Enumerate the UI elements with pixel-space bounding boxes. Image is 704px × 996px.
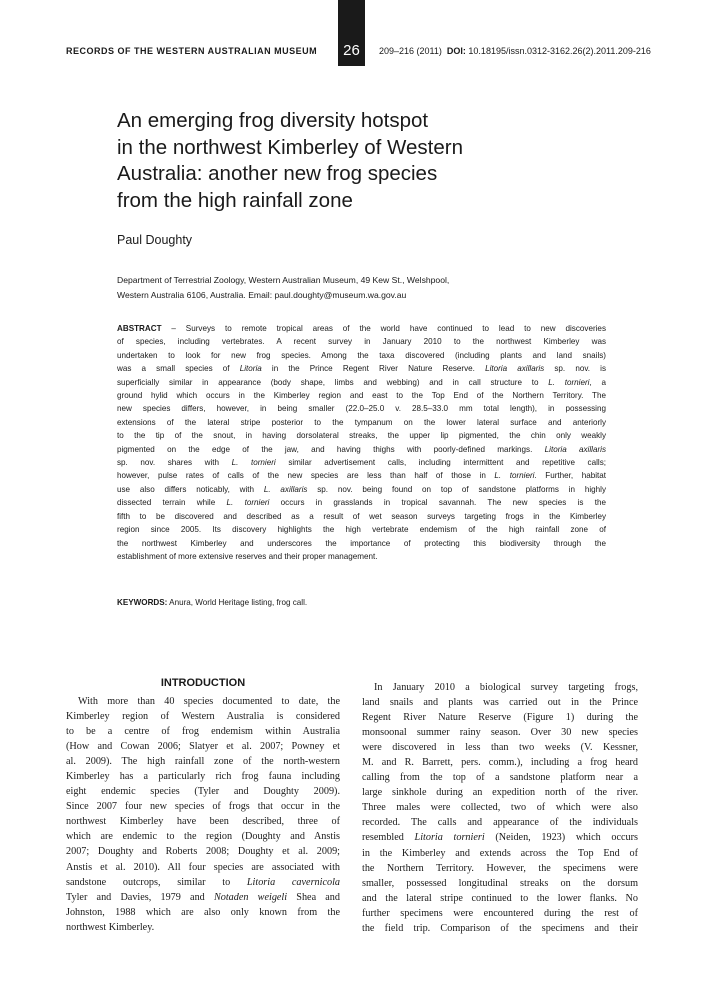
body-line: resembled Litoria tornieri (Neiden, 1923) which occurs [362,832,638,844]
body-line: Since 2007 four new species of frogs that occur in the [66,801,340,813]
body-line: With more than 40 species documented to date, the [78,696,340,707]
body-line: the field trip. Comparison of the specimens and their [362,922,638,934]
title-line: Australia: another new frog species [117,162,438,185]
body-line: Three males were collected, two of which were also [362,802,638,814]
abstract-line: dissected terrain while L. tornieri occurs in grasslands in tropical savannah. The new species is the [117,498,606,508]
abstract-line: the northwest Kimberley and underscores the importance of protecting this biodiversity through the [117,538,606,548]
keywords-label: KEYWORDS: [117,598,168,607]
body-line: the Northern Territory. However, the specimens were [362,862,638,874]
body-line: northwest Kimberley. [66,921,155,933]
body-column-left [66,694,340,935]
body-line: Johnston, 1988 which are also only known from the [66,906,340,918]
doi-label: DOI: [446,46,466,56]
abstract-text: – Surveys to remote tropical areas of the world have continued to lead to new discoveries [161,324,606,333]
abstract-line: use also differs noticably, with L. axillaris sp. nov. being found on top of sandstone platforms in highly [117,484,607,494]
abstract-line: region since 2005. Its discovery highlights the high vertebrate endemism of the high rainfall zone of [117,525,606,535]
abstract [117,322,606,563]
abstract-line: new species differs, however, in being smaller (22.0–25.0 v. 28.5–33.0 mm total length), in possessing [117,404,606,414]
affiliation-line: Western Australia 6106, Australia. Email: paul.doughty@museum.wa.gov.au [117,289,407,300]
abstract-line: however, pulse rates of calls of the new species are less than half of those in L. tornieri. Further, habitat [117,471,606,481]
body-line: large sinkhole during an expedition north of the river. [362,787,638,799]
title-line: from the high rainfall zone [117,188,353,212]
abstract-line: was a small species of Litoria in the Prince Regent River Nature Reserve. Litoria axillaris sp. nov. is [117,364,607,374]
body-line: in the Kimberley and extends across the Top End of [362,847,638,859]
body-line: (How and Cowan 2006; Slatyer et al. 2007; Powney et [66,741,340,753]
abstract-line: superficially similar in appearance (body shape, limbs and webbing) and in call structure to L. tornieri, a [117,377,606,387]
pages-year: 209–216 (2011) [379,46,442,56]
body-line: to be a centre of frog endemism within Australia [66,726,340,738]
body-line: Kimberley has a particularly rich frog fauna including [66,771,340,783]
body-line: eight endemic species (Tyler and Doughty 2009). [66,786,340,798]
body-line: recorded. The calls and appearance of the individuals [362,817,638,829]
abstract-line: pigmented on the edge of the jaw, and having thighs with poorly-defined markings. Litoria axillaris [117,444,606,454]
abstract-line: extensions of the lateral stripe posterior to the tympanum on the lower lateral surface and anteriorly [117,417,606,427]
volume-badge [338,0,365,66]
abstract-line: of species, including vertebrates. A recent survey in January 2010 to the northwest Kimberley was [117,337,606,347]
body-line: land snails and plants was carried out in the Prince [362,697,638,709]
body-line: Tyler and Davies, 1979 and Notaden weigeli Shea and [66,891,340,903]
abstract-line [117,322,606,335]
section-heading-introduction: INTRODUCTION [160,677,246,689]
body-line: Kimberley region of Western Australia is considered [66,711,340,723]
abstract-line: sp. nov. shares with L. tornieri similar advertisement calls, including intermittent and repetitive calls; [117,458,606,468]
keywords [117,598,307,607]
article-title [117,108,587,214]
abstract-line: fifth to be discovered and described as a result of wet season surveys targeting frogs in the Kimberley [117,511,606,521]
citation-line [379,46,651,56]
body-line: smaller, possessed longitudinal streaks on the dorsum [362,877,638,889]
body-line: which are endemic to the region (Doughty and Anstis [66,831,340,843]
body-line: Regent River Nature Reserve (Figure 1) during the [362,712,638,724]
body-line: 2007; Doughty and Roberts 2008; Doughty et al. 2009; [66,846,340,858]
body-line: al. 2009). The high rainfall zone of the north-western [66,756,340,768]
author-name: Paul Doughty [117,233,193,247]
body-column-right [362,680,638,936]
abstract-line: ground hylid which occurs in the Kimberley region and east to the Top End of the Northern Territory. The [117,391,606,401]
body-line: M. and R. Barrett, pers. comm.), including a frog heard [362,757,638,769]
body-line: northwest Kimberley have been described, three of [66,816,340,828]
keywords-text: Anura, World Heritage listing, frog call. [167,598,308,607]
body-line: further specimens were encountered during the rest of [362,907,638,919]
author-affiliation [117,273,597,302]
abstract-line: establishment of more extensive reserves and their proper management. [117,551,378,561]
affiliation-line: Department of Terrestrial Zoology, Western Australian Museum, 49 Kew St., Welshpool, [117,275,450,285]
abstract-line: undertaken to look for new frog species. Among the taxa discovered (including plants and land snails) [117,350,606,360]
body-line: Anstis et al. 2010). All four species are associated with [66,861,340,873]
body-line: sandstone outcrops, similar to Litoria cavernicola [66,876,340,888]
journal-name: RECORDS OF THE WESTERN AUSTRALIAN MUSEUM [66,46,318,56]
body-line: were discovered in less than two weeks (V. Kessner, [362,742,638,754]
abstract-line: to the tip of the snout, in having dorsolateral streaks, the upper lip pigmented, the chin only weakly [117,431,606,441]
body-line: and the lateral stripe continued to the lower flanks. No [362,892,638,904]
body-line: In January 2010 a biological survey targeting frogs, [374,682,638,693]
doi-link[interactable]: 10.18195/issn.0312-3162.26(2).2011.209-216 [468,46,651,56]
body-line: calling from the top of a sandstone platform near a [362,772,638,784]
title-line: in the northwest Kimberley of Western [117,135,463,159]
abstract-label: ABSTRACT [117,324,162,333]
volume-number: 26 [343,42,360,59]
title-line: An emerging frog diversity hotspot [117,109,429,132]
body-line: monsoonal summer rainy season. Over 30 new species [362,727,638,739]
